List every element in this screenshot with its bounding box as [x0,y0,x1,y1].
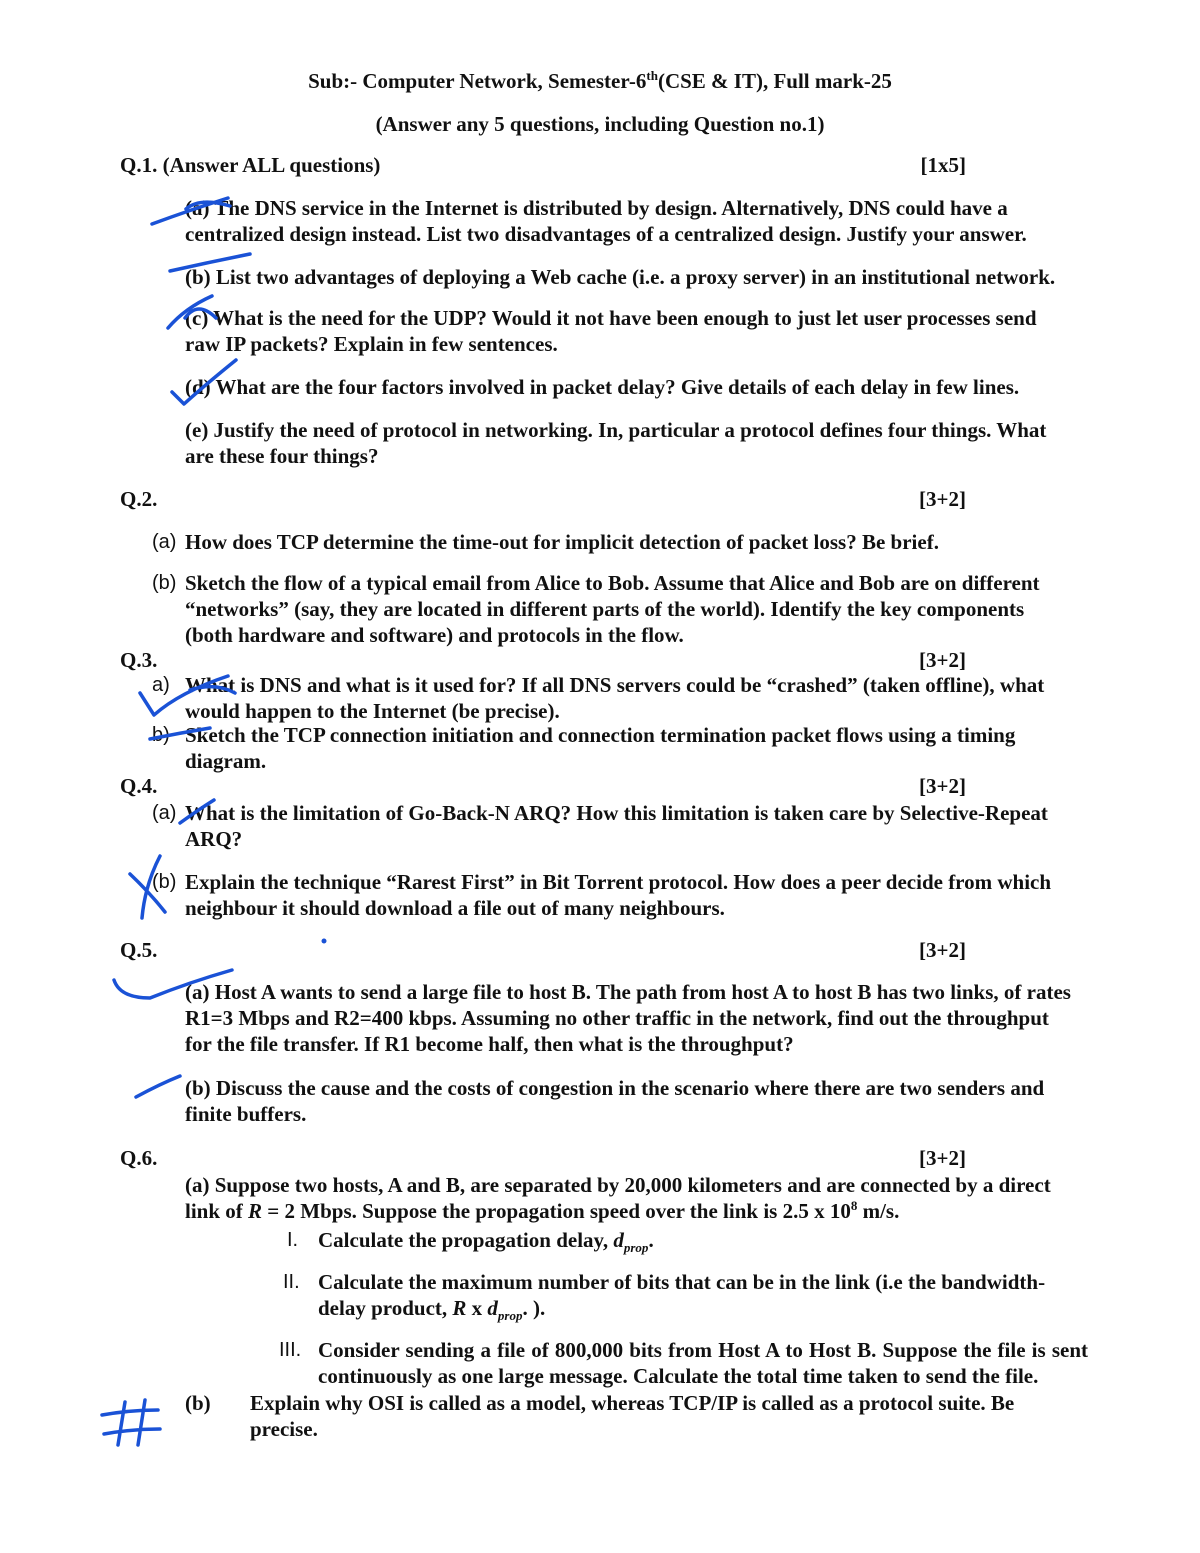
q3-b-marker: b) [152,724,170,746]
ink-dot [322,939,327,944]
q6-ii-marker: II. [283,1271,300,1293]
q6-a: (a) Suppose two hosts, A and B, are separated by 20,000 kilometers and are connected by a direct link of R = 2 Mbps. Suppose the propagation speed over the link is 2.5 x $10^8$ m/s. [185,1173,1051,1223]
q6-marks: [3+2] [919,1146,966,1170]
q3-marks: [3+2] [919,648,966,672]
q6-label: Q.6. [120,1146,158,1170]
q2-label: Q.2. [120,487,158,511]
q1-e: (e) Justify the need of protocol in networking. In, particular a protocol defines four things. What are these four things? [185,418,1047,468]
q4-b: Explain the technique “Rarest First” in Bit Torrent protocol. How does a peer decide from which neighbour it should download a file out of many neighbours. [185,870,1052,920]
q2-b-marker: (b) [152,572,177,594]
q1-a: (a) The DNS service in the Internet is distributed by design. Alternatively, DNS could have a centralized design instead. List two disadvantages of a centralized design. Justify your answer. [185,196,1027,246]
hash-mark [102,1400,160,1445]
q6-ii: Calculate the maximum number of bits that can be in the link (i.e the bandwidth-delay product, R x $d_{prop}$. ). [318,1270,1046,1324]
q2-a-marker: (a) [152,531,177,553]
q1-label: Q.1. (Answer ALL questions) [120,153,381,177]
q1-marks: [1x5] [920,153,966,177]
q1-c: (c) What is the need for the UDP? Would it not have been enough to just let user processes send raw IP packets? Explain in few sentences. [185,306,1037,356]
q5-label: Q.5. [120,938,158,962]
q4-marks: [3+2] [919,774,966,798]
q6-i-marker: I. [287,1229,299,1251]
q4-b-marker: (b) [152,871,177,893]
exam-instruction: (Answer any 5 questions, including Question no.1) [375,112,825,136]
q3-b: Sketch the TCP connection initiation and connection termination packet flows using a timing diagram. [185,723,1016,773]
q1-b: (b) List two advantages of deploying a Web cache (i.e. a proxy server) in an institutional network. [185,265,1056,289]
q2-b: Sketch the flow of a typical email from Alice to Bob. Assume that Alice and Bob are on different “networks” (say, they are located in different parts of the world). Identify the key components (both hardware and software) and protocols in the flow. [185,571,1040,647]
q5-b-tick-mark [136,1076,180,1097]
q4-a-marker: (a) [152,802,177,824]
q3-a-marker: a) [152,674,170,696]
q5-a: (a) Host A wants to send a large file to host B. The path from host A to host B has two links, of rates R1=3 Mbps and R2=400 kbps. Assuming no other traffic in the network, find out the throughput for the file transfer. If R1 become half, then what is the throughput? [185,980,1071,1056]
q2-marks: [3+2] [919,487,966,511]
q3-label: Q.3. [120,648,158,672]
q6-iii-marker: III. [279,1339,302,1361]
q6-iii: Consider sending a file of 800,000 bits from Host A to Host B. Suppose the file is sent continuously as one large message. Calculate the total time taken to send the file. [318,1338,1088,1388]
q4-label: Q.4. [120,774,158,798]
q5-marks: [3+2] [919,938,966,962]
q2-a: How does TCP determine the time-out for implicit detection of packet loss? Be brief. [185,530,939,554]
q6-b-marker: (b) [185,1391,211,1415]
q4-a: What is the limitation of Go-Back-N ARQ? How this limitation is taken care by Selective-Repeat ARQ? [185,801,1048,851]
q5-b: (b) Discuss the cause and the costs of congestion in the scenario where there are two senders and finite buffers. [185,1076,1045,1126]
q6-i: Calculate the propagation delay, $d_{prop}$. [318,1228,654,1256]
q6-b: Explain why OSI is called as a model, whereas TCP/IP is called as a protocol suite. Be precise. [250,1391,1015,1441]
exam-subject-line: Sub:- Computer Network, Semester-6th(CSE & IT), Full mark-25 [308,68,892,93]
q1-d: (d) What are the four factors involved in packet delay? Give details of each delay in few lines. [185,375,1020,399]
q3-a: What is DNS and what is it used for? If all DNS servers could be “crashed” (taken offline), what would happen to the Internet (be precise). [185,673,1045,723]
